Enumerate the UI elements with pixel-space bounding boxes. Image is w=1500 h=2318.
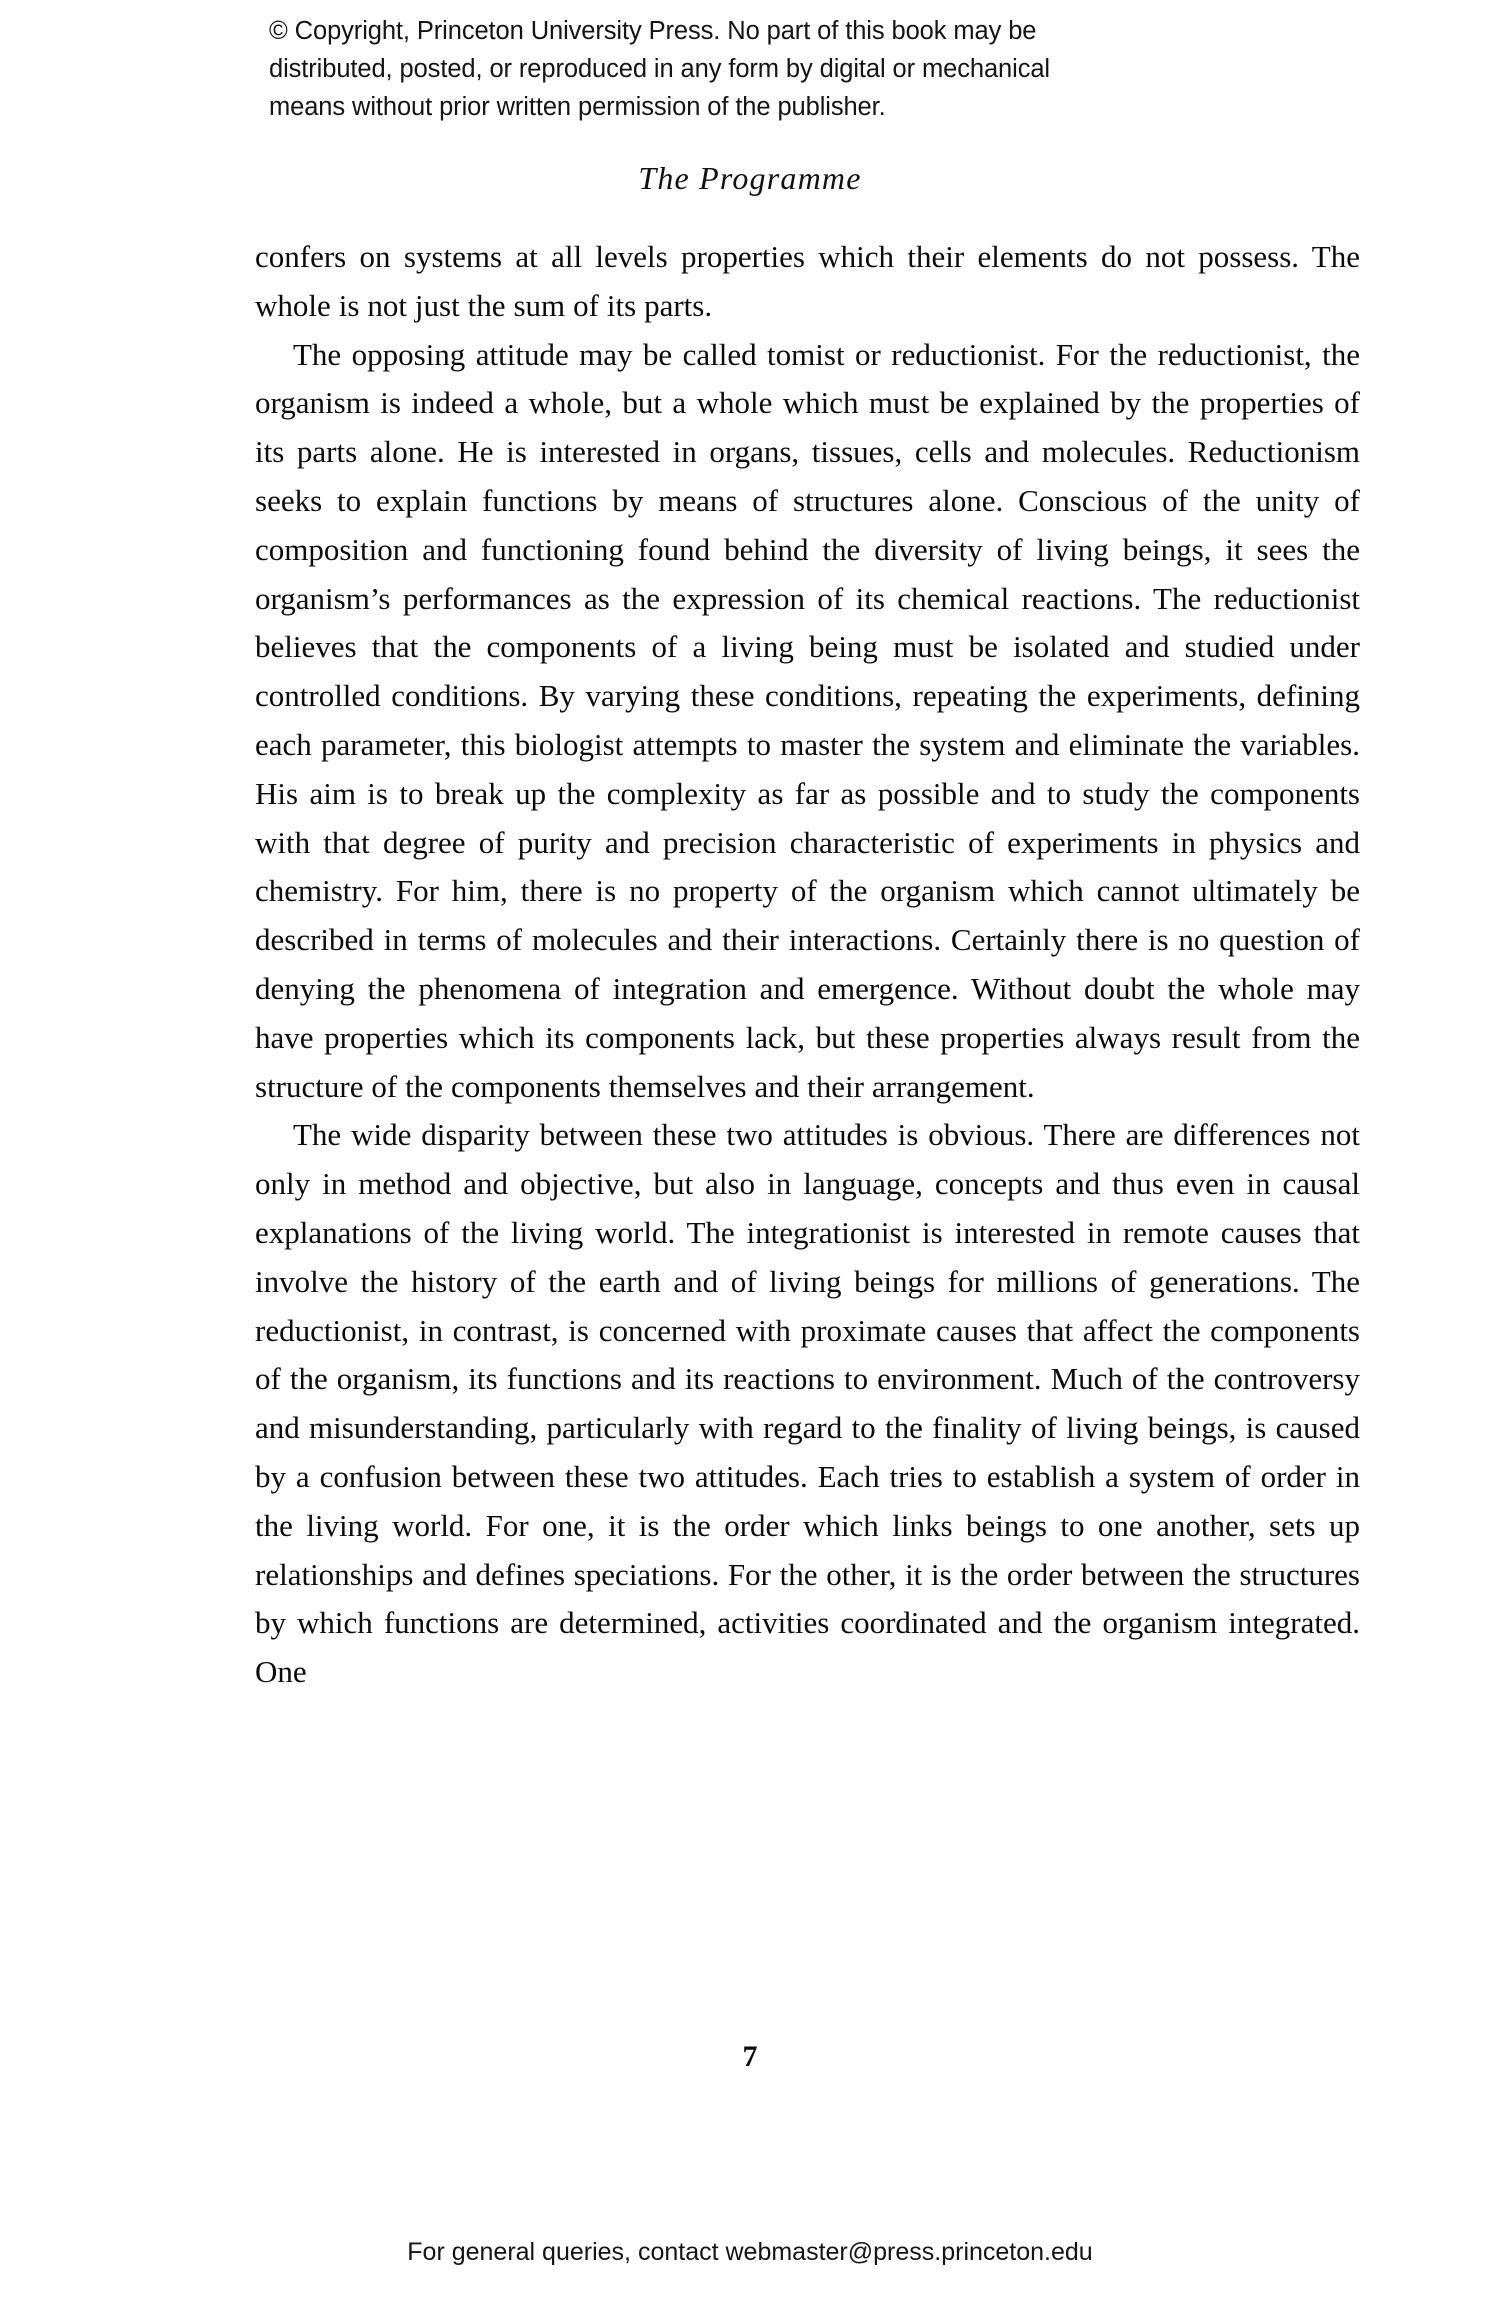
running-head-title: The Programme [638, 160, 862, 196]
copyright-line-2: distributed, posted, or reproduced in any form by digital or mechanical [269, 55, 1050, 83]
page-number: 7 [742, 2040, 758, 2073]
body-text-column [255, 233, 1360, 1697]
footer-query-line: For general queries, contact webmaster@press.princeton.edu [407, 2238, 1093, 2266]
copyright-line-1: © Copyright, Princeton University Press. No part of this book may be [269, 17, 1037, 45]
copyright-notice [269, 12, 1229, 126]
paragraph-continued: confers on systems at all levels properties which their elements do not possess. The whole is not just the sum of its parts. [255, 239, 1360, 323]
paragraph-disparity: The wide disparity between these two attitudes is obvious. There are differences not only in method and objective, but also in language, concepts and thus even in causal explanations of the living world. The integrationist is interested in remote causes that involve the history of the earth and of living beings for millions of generations. The reductionist, in contrast, is concerned with proximate causes that affect the components of the organism, its functions and its reactions to environment. Much of the controversy and misunderstanding, particularly with regard to the finality of living beings, is caused by a confusion between these two attitudes. Each tries to establish a system of order in the living world. For one, it is the order which links beings to one another, sets up relationships and defines speciations. For the other, it is the order between the structures by which functions are determined, activities coordinated and the organism integrated. One [255, 1117, 1360, 1690]
paragraph-reductionist: The opposing attitude may be called tomist or reductionist. For the reductionist, the organism is indeed a whole, but a whole which must be explained by the properties of its parts alone. He is interested in organs, tissues, cells and molecules. Reductionism seeks to explain functions by means of structures alone. Conscious of the unity of composition and functioning found behind the diversity of living beings, it sees the organism’s performances as the expression of its chemical reactions. The reductionist believes that the components of a living being must be isolated and studied under controlled conditions. By varying these conditions, repeating the experiments, defining each parameter, this biologist attempts to master the system and eliminate the variables. His aim is to break up the complexity as far as possible and to study the components with that degree of purity and precision characteristic of experiments in physics and chemistry. For him, there is no property of the organism which cannot ultimately be described in terms of molecules and their interactions. Certainly there is no question of denying the phenomena of integration and emergence. Without doubt the whole may have properties which its components lack, but these properties always result from the structure of the components themselves and their arrangement. [255, 336, 1360, 1104]
copyright-line-3: means without prior written permission of the publisher. [269, 93, 886, 121]
